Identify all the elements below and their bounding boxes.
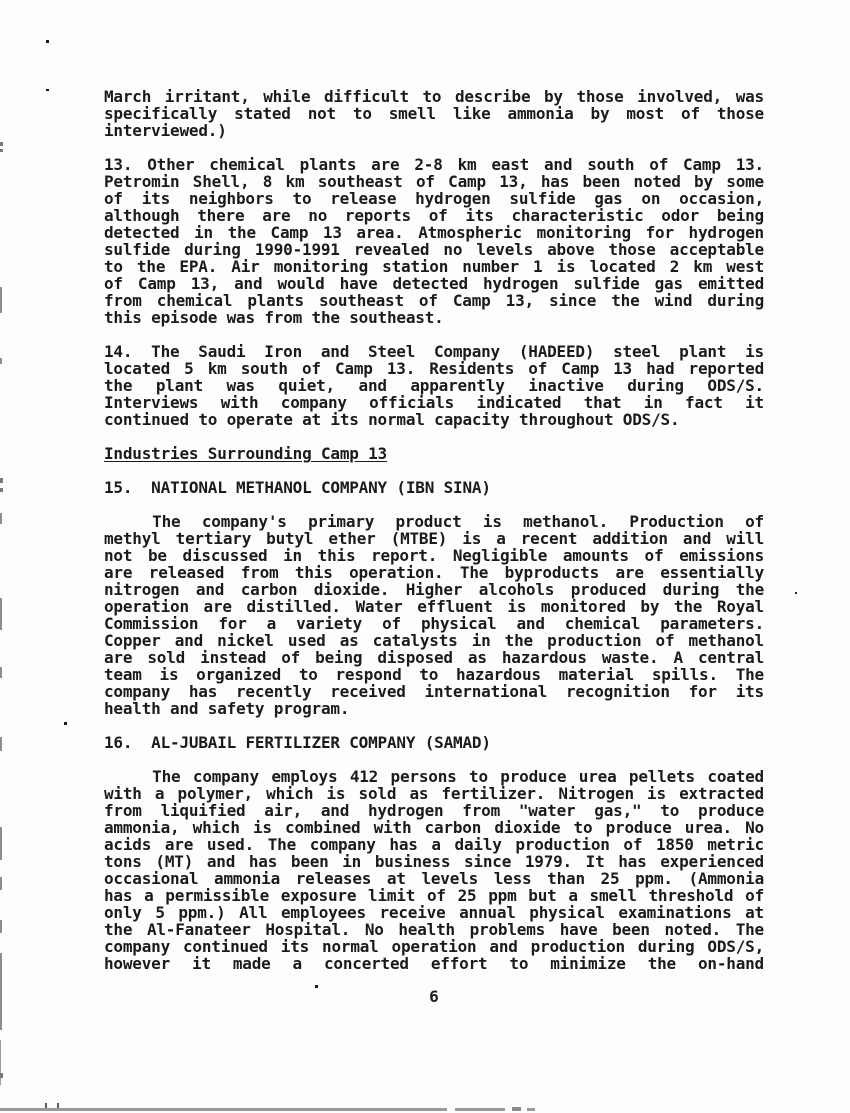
text-line: Petromin Shell, 8 km southeast of Camp 13, has been noted by some	[104, 172, 764, 191]
text-line: detected in the Camp 13 area. Atmospheric monitoring for hydrogen	[104, 223, 764, 242]
page-number: 6	[429, 987, 439, 1006]
text-line: 15. NATIONAL METHANOL COMPANY (IBN SINA)	[104, 478, 491, 497]
text-line: specifically stated not to smell like ammonia by most of those	[104, 104, 764, 123]
text-line: are released from this operation. The byproducts are essentially	[104, 563, 764, 582]
text-line: has a permissible exposure limit of 25 ppm but a smell threshold of	[104, 886, 764, 905]
scan-artifact	[512, 1107, 521, 1111]
scan-artifact	[527, 1108, 535, 1111]
text-line: of its neighbors to release hydrogen sulfide gas on occasion,	[104, 189, 764, 208]
text-line: sulfide during 1990-1991 revealed no levels above those acceptable	[104, 240, 764, 259]
scan-artifact	[455, 1108, 505, 1111]
scan-artifact	[0, 920, 2, 933]
scan-artifact	[0, 478, 3, 483]
text-line: this episode was from the southeast.	[104, 308, 444, 327]
text-line: from chemical plants southeast of Camp 13, since the wind during	[104, 291, 764, 310]
text-line: company has recently received international recognition for its	[104, 682, 764, 701]
paragraph	[104, 343, 764, 428]
text-line: 16. AL-JUBAIL FERTILIZER COMPANY (SAMAD)	[104, 733, 491, 752]
text-line: acids are used. The company has a daily production of 1850 metric	[104, 835, 764, 854]
text-line: company continued its normal operation and production during ODS/S,	[104, 937, 764, 956]
scan-artifact	[315, 985, 318, 988]
text-line: to the EPA. Air monitoring station number 1 is located 2 km west	[104, 257, 764, 276]
text-line: team is organized to respond to hazardous material spills. The	[104, 665, 764, 684]
text-line: operation are distilled. Water effluent is monitored by the Royal	[104, 597, 764, 616]
scan-artifact	[46, 40, 49, 43]
scan-artifact	[0, 358, 2, 364]
scan-artifact	[0, 877, 2, 890]
text-line: the plant was quiet, and apparently inactive during ODS/S.	[104, 376, 764, 395]
text-line: Industries Surrounding Camp 13	[104, 444, 387, 463]
text-line: The company employs 412 persons to produce urea pellets coated	[152, 767, 764, 786]
text-line: methyl tertiary butyl ether (MTBE) is a recent addition and will	[104, 529, 764, 548]
scan-artifact	[0, 513, 2, 524]
text-line: 14. The Saudi Iron and Steel Company (HADEED) steel plant is	[104, 342, 764, 361]
text-line: health and safety program.	[104, 699, 350, 718]
section-heading	[104, 479, 764, 496]
text-line: 13. Other chemical plants are 2-8 km east and south of Camp 13.	[104, 155, 764, 174]
scan-artifact	[0, 953, 2, 1030]
scan-artifact	[0, 827, 2, 860]
text-line: Copper and nickel used as catalysts in the production of methanol	[104, 631, 764, 650]
text-line: from liquified air, and hydrogen from "water gas," to produce	[104, 801, 764, 820]
text-line: with a polymer, which is sold as fertilizer. Nitrogen is extracted	[104, 784, 764, 803]
section-heading	[104, 734, 764, 751]
text-line: the Al-Fanateer Hospital. No health problems have been noted. The	[104, 920, 764, 939]
scan-artifact	[0, 1040, 1, 1085]
text-line: not be discussed in this report. Negligible amounts of emissions	[104, 546, 764, 565]
text-line: ammonia, which is combined with carbon dioxide to produce urea. No	[104, 818, 764, 837]
text-line: tons (MT) and has been in business since 1979. It has experienced	[104, 852, 764, 871]
document-body	[104, 88, 764, 972]
scan-artifact	[0, 1073, 3, 1078]
scan-artifact	[0, 488, 3, 492]
paragraph	[104, 513, 764, 717]
scan-artifact	[0, 149, 3, 152]
paragraph	[104, 156, 764, 326]
paragraph	[104, 88, 764, 139]
text-line: of Camp 13, and would have detected hydrogen sulfide gas emitted	[104, 274, 764, 293]
scan-artifact	[46, 89, 49, 91]
text-line: although there are no reports of its characteristic odor being	[104, 206, 764, 225]
text-line: The company's primary product is methanol. Production of	[152, 512, 764, 531]
scan-artifact	[0, 287, 2, 313]
scan-artifact	[0, 142, 3, 146]
text-line: only 5 ppm.) All employees receive annual physical examinations at	[104, 903, 764, 922]
text-line: Interviews with company officials indicated that in fact it	[104, 393, 764, 412]
scan-artifact	[64, 722, 67, 725]
scan-artifact	[0, 598, 2, 630]
text-line: located 5 km south of Camp 13. Residents of Camp 13 had reported	[104, 359, 764, 378]
scan-artifact	[795, 592, 797, 594]
text-line: occasional ammonia releases at levels less than 25 ppm. (Ammonia	[104, 869, 764, 888]
section-heading	[104, 445, 764, 462]
text-line: March irritant, while difficult to describe by those involved, was	[104, 87, 764, 106]
text-line: Commission for a variety of physical and chemical parameters.	[104, 614, 764, 633]
scan-artifact	[0, 667, 2, 678]
paragraph	[104, 768, 764, 972]
text-line: continued to operate at its normal capacity throughout ODS/S.	[104, 410, 680, 429]
text-line: nitrogen and carbon dioxide. Higher alcohols produced during the	[104, 580, 764, 599]
text-line: are sold instead of being disposed as hazardous waste. A central	[104, 648, 764, 667]
text-line: interviewed.)	[104, 121, 227, 140]
scan-artifact	[0, 1108, 447, 1111]
scan-artifact	[0, 737, 2, 751]
text-line: however it made a concerted effort to minimize the on-hand	[104, 954, 764, 973]
